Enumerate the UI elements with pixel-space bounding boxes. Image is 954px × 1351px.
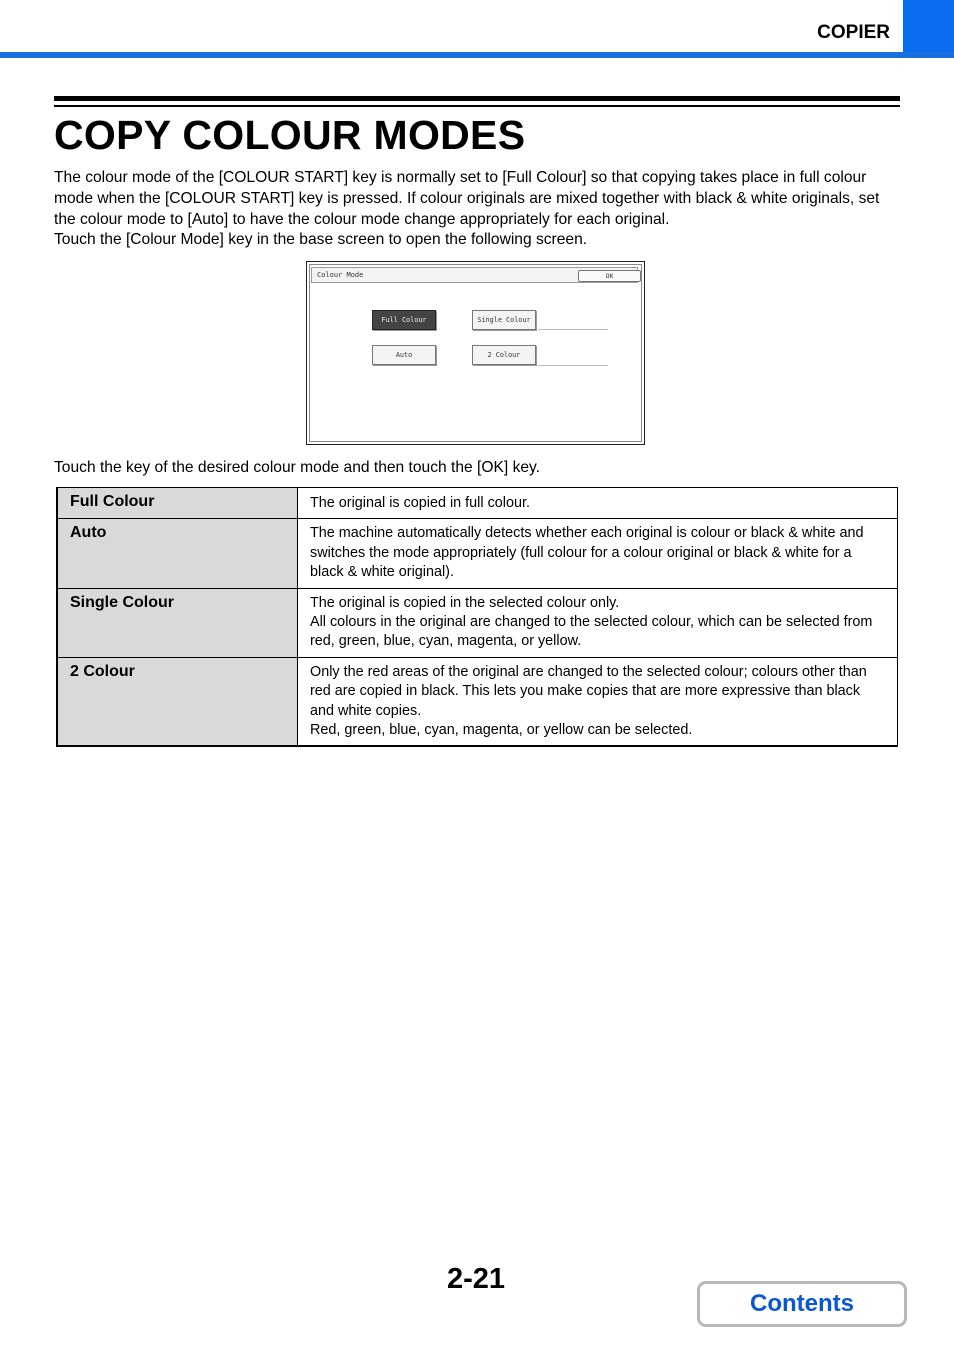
single-colour-display-line — [538, 329, 608, 330]
description-line: The machine automatically detects whether each original is colour or black & white and switches the mode appropriately (full colour for a colour original or black & white for a black & white original). — [310, 525, 864, 581]
section-label: COPIER — [817, 22, 890, 43]
intro-text — [54, 168, 902, 251]
mode-term: Single Colour — [57, 588, 298, 657]
single-colour-key[interactable]: Single Colour — [472, 310, 536, 330]
table-row — [57, 519, 898, 588]
description-line: The original is copied in full colour. — [310, 495, 530, 511]
touch-instruction: Touch the key of the desired colour mode and then touch the [OK] key. — [54, 459, 541, 476]
description-line: The original is copied in the selected colour only. — [310, 594, 620, 611]
auto-key[interactable]: Auto — [372, 345, 436, 365]
table-row — [57, 657, 898, 746]
header-tab — [903, 0, 954, 58]
mode-description — [298, 488, 898, 519]
mode-description — [298, 588, 898, 657]
description-line: Only the red areas of the original are changed to the selected colour; colours other than red are copied in black. This lets you make copies that are more expressive than black and white copies. — [310, 663, 867, 719]
title-rule-thick — [54, 96, 900, 101]
description-line: All colours in the original are changed to the selected colour, which can be selected from red, green, blue, cyan, magenta, or yellow. — [310, 614, 873, 650]
screen-titlebar — [311, 267, 638, 283]
two-colour-display-line — [538, 365, 608, 366]
mode-description — [298, 519, 898, 588]
table-row — [57, 488, 898, 519]
title-rule-thin — [54, 105, 900, 107]
ok-button[interactable]: OK — [578, 270, 641, 282]
page-title: COPY COLOUR MODES — [54, 112, 526, 158]
mode-description — [298, 657, 898, 746]
mode-term: 2 Colour — [57, 657, 298, 746]
intro-paragraph-2: Touch the [Colour Mode] key in the base screen to open the following screen. — [54, 231, 588, 249]
description-line: Red, green, blue, cyan, magenta, or yellow can be selected. — [310, 722, 693, 739]
intro-paragraph-1: The colour mode of the [COLOUR START] key is normally set to [Full Colour] so that copying takes place in full colour mode when the [COLOUR START] key is pressed. If colour originals are mixed together with black & white originals, set the colour mode to [Auto] to have the colour mode change appropriately for each original. — [54, 169, 880, 228]
page-number: 2-21 — [447, 1263, 506, 1295]
colour-modes-table — [56, 487, 898, 747]
screen-title: Colour Mode — [317, 271, 364, 279]
colour-mode-screen — [306, 261, 645, 445]
full-colour-key[interactable]: Full Colour — [372, 310, 436, 330]
mode-term: Full Colour — [57, 488, 298, 519]
header-bar — [0, 52, 954, 58]
mode-term: Auto — [57, 519, 298, 588]
two-colour-key[interactable]: 2 Colour — [472, 345, 536, 365]
contents-button[interactable]: Contents — [697, 1281, 907, 1327]
table-row — [57, 588, 898, 657]
